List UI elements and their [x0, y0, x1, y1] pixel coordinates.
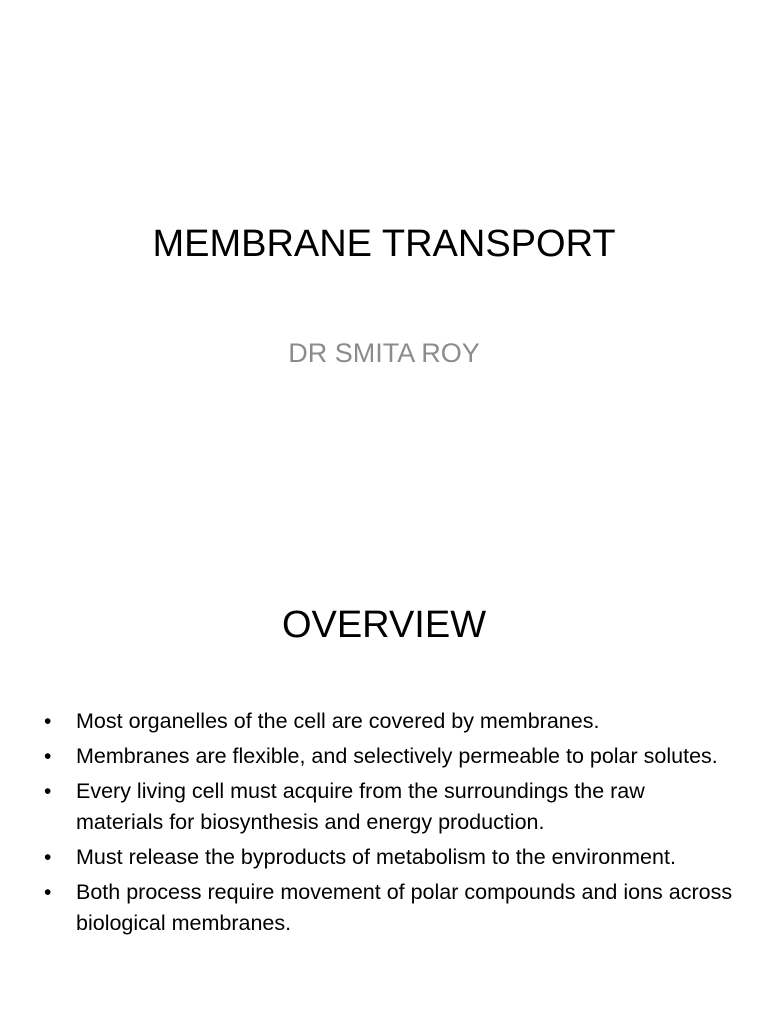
bullet-text: Every living cell must acquire from the surroundings the raw materials for biosynthesis and energy production. [76, 779, 645, 834]
bullet-item [44, 776, 734, 838]
bullet-item [44, 842, 734, 873]
slide-author-subtitle: DR SMITA ROY [288, 338, 480, 368]
bullet-item [44, 706, 734, 737]
slide-overview [0, 576, 768, 1024]
bullet-icon: • [44, 780, 52, 803]
overview-heading: OVERVIEW [281, 604, 487, 646]
bullet-text: Most organelles of the cell are covered by membranes. [76, 709, 600, 733]
bullet-item [44, 741, 734, 772]
overview-bullet-list [44, 706, 734, 943]
bullet-item [44, 877, 734, 939]
bullet-icon: • [44, 710, 52, 733]
bullet-icon: • [44, 881, 52, 904]
bullet-text: Membranes are flexible, and selectively permeable to polar solutes. [76, 744, 718, 768]
bullet-icon: • [44, 745, 52, 768]
bullet-text: Must release the byproducts of metabolism to the environment. [76, 845, 676, 869]
slide-title-heading: MEMBRANE TRANSPORT [152, 223, 616, 265]
bullet-text: Both process require movement of polar compounds and ions across biological membranes. [76, 880, 733, 935]
bullet-icon: • [44, 846, 52, 869]
